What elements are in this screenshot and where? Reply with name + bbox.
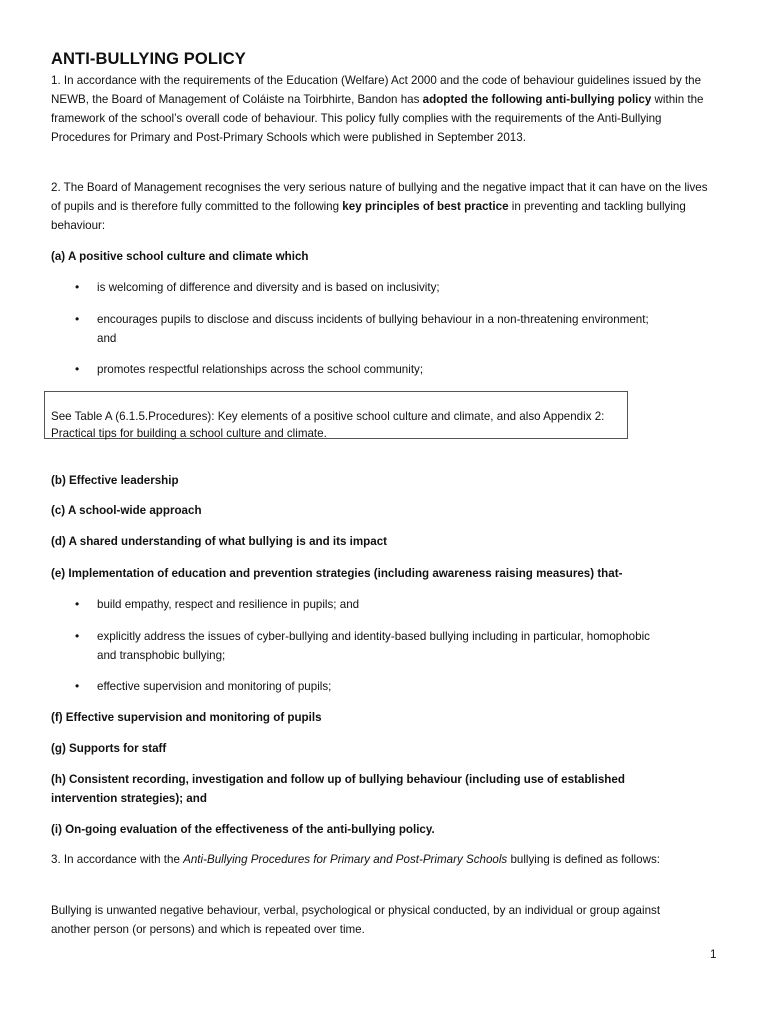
heading-e: (e) Implementation of education and prevention strategies (including awareness raising measures) that- bbox=[51, 567, 623, 580]
heading-d: (d) A shared understanding of what bullying is and its impact bbox=[51, 535, 388, 548]
reference-note-text: See Table A (6.1.5.Procedures): Key elements of a positive school culture and climate, and also Appendix 2: Practical tips for building a school culture and climate. bbox=[51, 410, 605, 440]
bullet-icon: • bbox=[75, 280, 80, 294]
bullet-text: encourages pupils to disclose and discuss incidents of bullying behaviour in a non-threatening environment; and bbox=[97, 313, 649, 345]
heading-c: (c) A school-wide approach bbox=[51, 504, 202, 517]
bullet-text: promotes respectful relationships across the school community; bbox=[97, 363, 424, 376]
paragraph-3 bbox=[51, 850, 691, 869]
heading-g: (g) Supports for staff bbox=[51, 742, 167, 755]
paragraph-2-text-end: in preventing and tackling bullying behaviour: bbox=[51, 200, 686, 232]
bullet-icon: • bbox=[75, 312, 80, 326]
heading-h: (h) Consistent recording, investigation and follow up of bullying behaviour (including use of established intervention strategies); and bbox=[51, 773, 625, 805]
heading-a: (a) A positive school culture and climate which bbox=[51, 250, 309, 263]
paragraph-2 bbox=[51, 178, 719, 235]
paragraph-2-text-start: 2. The Board of Management recognises the very serious nature of bullying and the negative impact that it can have on the lives of pupils and is therefore fully committed to the following bbox=[51, 181, 708, 213]
heading-i: (i) On-going evaluation of the effectiveness of the anti-bullying policy. bbox=[51, 823, 435, 836]
heading-b: (b) Effective leadership bbox=[51, 474, 179, 487]
reference-note-box bbox=[44, 391, 628, 439]
bullet-icon: • bbox=[75, 597, 80, 611]
bullet-text: effective supervision and monitoring of pupils; bbox=[97, 680, 332, 693]
paragraph-4: Bullying is unwanted negative behaviour, verbal, psychological or physical conducted, by an individual or group against another person (or persons) and which is repeated over time. bbox=[51, 904, 661, 936]
paragraph-1-bold-text: adopted the following anti-bullying policy bbox=[422, 93, 652, 106]
page-title: ANTI-BULLYING POLICY bbox=[51, 50, 246, 68]
bullet-text: build empathy, respect and resilience in pupils; and bbox=[97, 598, 360, 611]
heading-f: (f) Effective supervision and monitoring of pupils bbox=[51, 711, 322, 724]
bullet-icon: • bbox=[75, 362, 80, 376]
paragraph-1-text-end: within the framework of the school’s overall code of behaviour. This policy fully complies with the requirements of the Anti-Bullying Procedures for Primary and Post-Primary Schools which were published in September 2013. bbox=[51, 93, 704, 144]
paragraph-1-text-start: 1. In accordance with the requirements of the Education (Welfare) Act 2000 and the code of behaviour guidelines issued by the NEWB, the Board of Management of Coláiste na Toirbhirte, Bandon has bbox=[51, 74, 702, 106]
paragraph-3-italic-text: Anti-Bullying Procedures for Primary and Post-Primary Schools bbox=[183, 853, 508, 866]
bullet-text: explicitly address the issues of cyber-bullying and identity-based bullying including in particular, homophobic and transphobic bullying; bbox=[97, 630, 650, 662]
bullet-icon: • bbox=[75, 679, 80, 693]
paragraph-1 bbox=[51, 71, 719, 147]
paragraph-2-bold-text: key principles of best practice bbox=[342, 200, 509, 213]
bullet-text: is welcoming of difference and diversity and is based on inclusivity; bbox=[97, 281, 440, 294]
page-number: 1 bbox=[710, 948, 717, 961]
paragraph-3-text-end: bullying is defined as follows: bbox=[507, 853, 660, 866]
bullet-icon: • bbox=[75, 629, 80, 643]
paragraph-3-text-start: 3. In accordance with the bbox=[51, 853, 184, 866]
